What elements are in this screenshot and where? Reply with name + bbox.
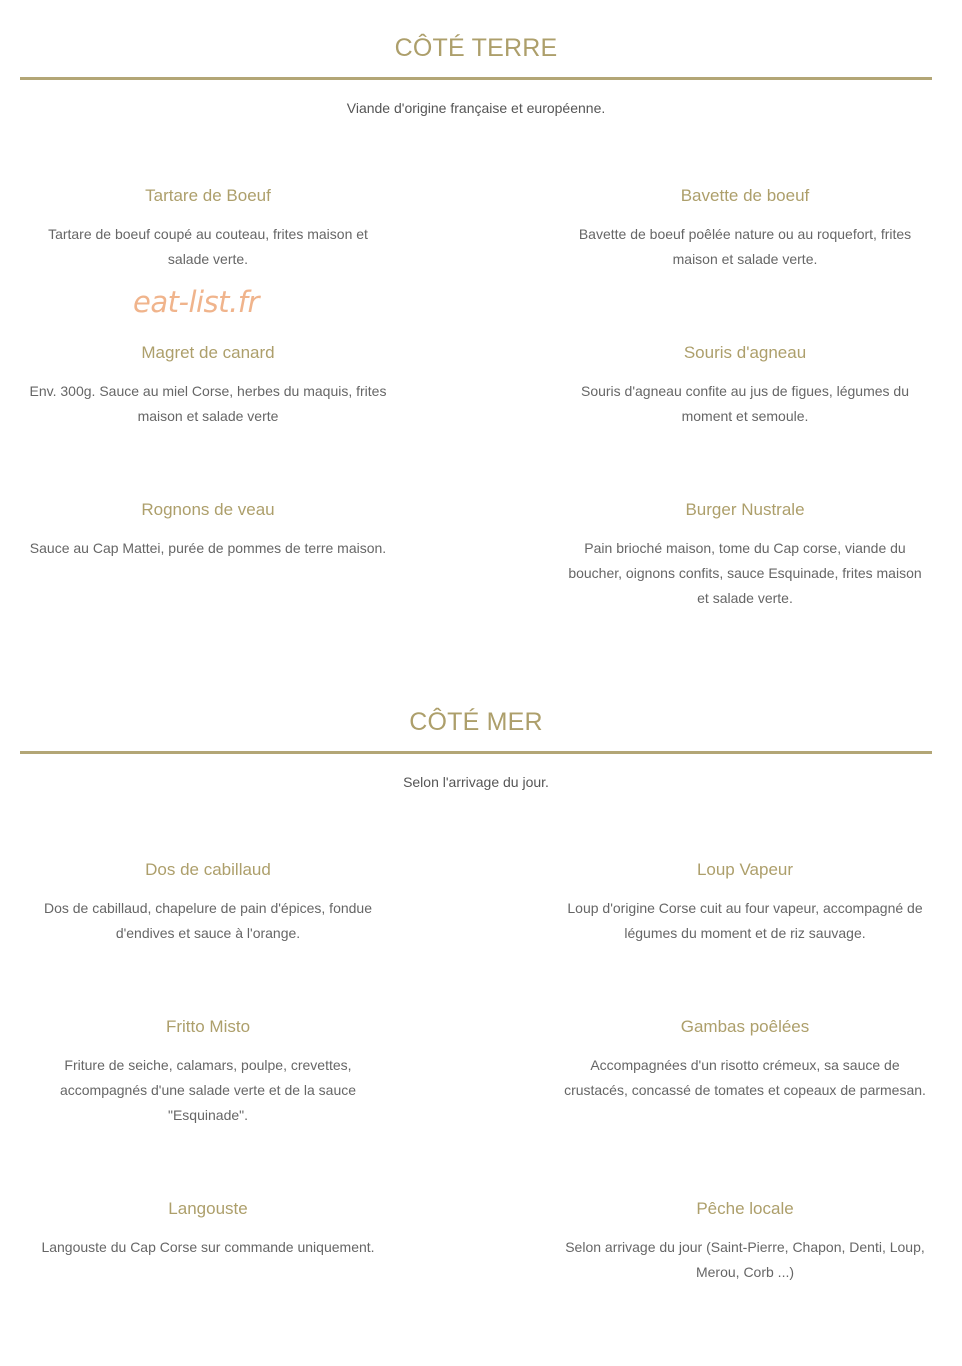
menu-item-name: Rognons de veau [141, 500, 275, 519]
menu-item-name: Tartare de Boeuf [145, 186, 271, 205]
menu-item-desc: Langouste du Cap Corse sur commande uniquement. [41, 1239, 375, 1255]
menu-item-name: Gambas poêlées [680, 1017, 810, 1036]
menu-item-desc: Pain brioché maison, tome du Cap corse, viande du boucher, oignons confits, sauce Esquinade, frites maison et salade verte. [568, 540, 922, 606]
menu-item-tartare [18, 184, 398, 272]
menu-item-desc: Env. 300g. Sauce au miel Corse, herbes du maquis, frites maison et salade verte [29, 383, 387, 424]
menu-item-fritto [18, 1015, 398, 1128]
menu-item-bavette [555, 184, 935, 272]
menu-item-name: Souris d'agneau [683, 343, 807, 362]
section-subtitle-mer: Selon l'arrivage du jour. [403, 774, 549, 790]
menu-item-magret [18, 341, 398, 429]
menu-item-desc: Tartare de boeuf coupé au couteau, frites maison et salade verte. [48, 226, 368, 267]
section-divider [20, 77, 932, 80]
menu-item-name: Burger Nustrale [685, 500, 805, 519]
menu-item-name: Magret de canard [141, 343, 275, 362]
menu-item-name: Loup Vapeur [696, 860, 794, 879]
menu-item-name: Langouste [168, 1199, 248, 1218]
menu-item-desc: Loup d'origine Corse cuit au four vapeur, accompagné de légumes du moment et de riz sauvage. [567, 900, 923, 941]
menu-item-gambas [555, 1015, 935, 1103]
section-divider [20, 751, 932, 754]
menu-item-desc: Bavette de boeuf poêlée nature ou au roquefort, frites maison et salade verte. [578, 226, 912, 267]
menu-item-cabillaud [18, 858, 398, 946]
menu-item-desc: Souris d'agneau confite au jus de figues, légumes du moment et semoule. [580, 383, 909, 424]
menu-item-desc: Accompagnées d'un risotto crémeux, sa sauce de crustacés, concassé de tomates et copeaux de parmesan. [564, 1057, 926, 1098]
menu-item-name: Pêche locale [696, 1199, 794, 1218]
menu-item-rognons [18, 498, 398, 561]
menu-item-desc: Friture de seiche, calamars, poulpe, crevettes, accompagnés d'une salade verte et de la sauce "Esquinade". [59, 1057, 357, 1123]
menu-item-name: Dos de cabillaud [145, 860, 271, 879]
section-title-terre: CÔTÉ TERRE [394, 34, 558, 62]
menu-item-desc: Sauce au Cap Mattei, purée de pommes de terre maison. [29, 540, 387, 556]
menu-item-langouste [18, 1197, 398, 1260]
menu-item-name: Fritto Misto [165, 1017, 251, 1036]
menu-item-peche [555, 1197, 935, 1285]
menu-item-loup [555, 858, 935, 946]
menu-item-burger [555, 498, 935, 611]
section-subtitle-terre: Viande d'origine française et européenne. [346, 100, 606, 116]
menu-item-desc: Selon arrivage du jour (Saint-Pierre, Chapon, Denti, Loup, Merou, Corb ...) [565, 1239, 925, 1280]
menu-item-souris [555, 341, 935, 429]
section-title-mer: CÔTÉ MER [409, 708, 543, 736]
watermark-logo: eat-list.fr [133, 285, 259, 319]
menu-item-name: Bavette de boeuf [680, 186, 810, 205]
menu-item-desc: Dos de cabillaud, chapelure de pain d'épices, fondue d'endives et sauce à l'orange. [43, 900, 372, 941]
